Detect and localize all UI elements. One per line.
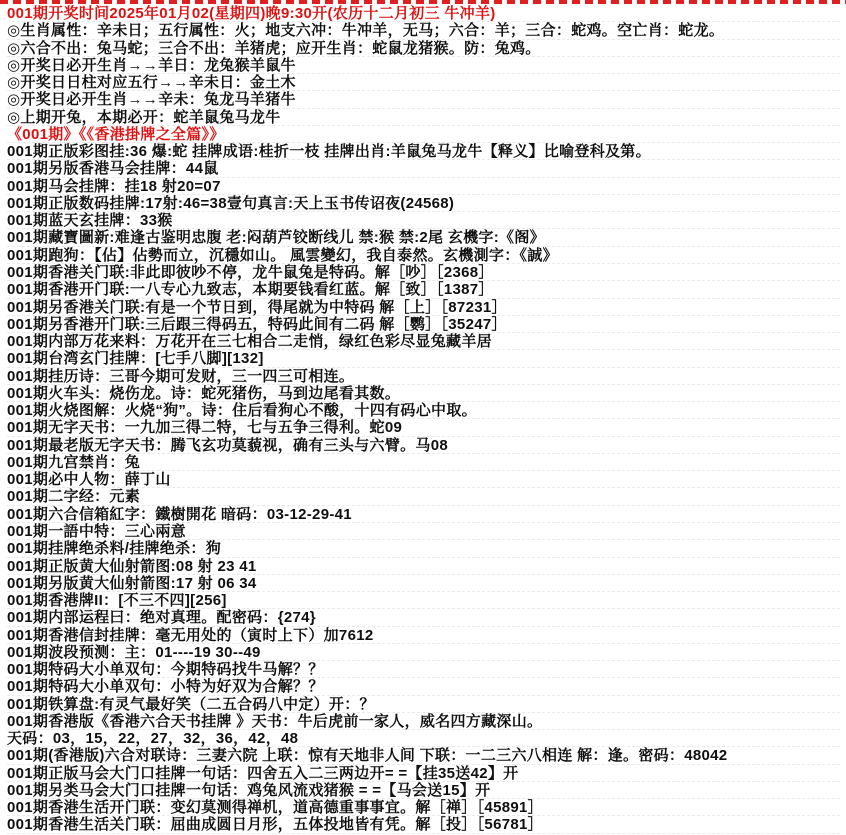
text-line: 001期六合信箱紅字：鐵樹開花 暗码：03-12-29-41 — [7, 506, 840, 523]
text-line: 001期正版黄大仙射箭图:08 射 23 41 — [7, 558, 840, 575]
text-line: 001期台湾玄门挂牌：[七手八脚][132] — [7, 350, 840, 367]
text-line: ◎开奖日必开生肖→→羊日：龙兔猴羊鼠牛 — [7, 57, 840, 74]
text-line: 001期特码大小单双句：小特为好双为合解？？ — [7, 678, 840, 695]
text-line: 001期香港版《香港六合天书挂牌 》天书：牛后虎前一家人，威名四方藏深山。 — [7, 713, 840, 730]
text-line: 001期火烧图解：火烧“狗”。诗：住后看狗心不酸，十四有码心中取。 — [7, 402, 840, 419]
text-line: ◎六合不出：兔马蛇；三合不出：羊猪虎；应开生肖：蛇鼠龙猪猴。防：兔鸡。 — [7, 40, 840, 57]
text-line: 001期藏寶圖新:难逢古鉴明忠腹 老:闷葫芦铰断线儿 禁:猴 禁:2尾 玄機字:《阁》 — [7, 229, 840, 246]
text-line: 001期内部万花来料：万花开在三七相合二走悄，绿红色彩尽显兔藏羊居 — [7, 333, 840, 350]
text-line: 001期无字天书：一九加三得二特，七与五争三得利。蛇09 — [7, 419, 840, 436]
text-line: 001期一語中特：三心兩意 — [7, 523, 840, 540]
text-line: 001期另版香港马会挂牌：44鼠 — [7, 160, 840, 177]
text-line: 001期香港开门联:一八专心九致志，本期要钱看红蓝。解［致］［1387］ — [7, 281, 840, 298]
text-line: 001期香港牌II：[不三不四][256] — [7, 592, 840, 609]
text-line: 001期二字经：元素 — [7, 488, 840, 505]
text-line: 001期(香港版)六合对联诗：三妻六院 上联：惊有天地非人间 下联：一二三六八相连 解：逢。密码：48042 — [7, 747, 840, 764]
text-line: 001期另类马会大门口挂牌一句话：鸡兔风流戏猪猴 = =【马会送15】开 — [7, 782, 840, 799]
text-line: 001期另版黄大仙射箭图:17 射 06 34 — [7, 575, 840, 592]
text-line: 001期香港生活开门联：变幻莫测得禅机，道高德重事事宜。解［禅］［45891］ — [7, 799, 840, 816]
text-line: ◎上期开兔，本期必开：蛇羊鼠兔马龙牛 — [7, 109, 840, 126]
text-line: 001期香港关门联:非此即彼吵不停，龙牛鼠兔是特码。解［吵］［2368］ — [7, 264, 840, 281]
text-line: 001期跑狗：【佔】佔勢而立，沉穩如山。 風雲變幻，我自泰然。玄機測字：《誠》 — [7, 247, 840, 264]
text-line: ◎开奖日日柱对应五行→→辛未日：金土木 — [7, 74, 840, 91]
text-line: 001期挂历诗：三哥今期可发财，三一四三可相连。 — [7, 368, 840, 385]
text-line: 001期香港信封挂牌：毫无用处的（寅时上下）加7612 — [7, 627, 840, 644]
text-line: 001期最老版无字天书：腾飞玄功莫藐视，确有三头与六臂。马08 — [7, 437, 840, 454]
lottery-tips-document — [0, 4, 846, 834]
text-line: 001期另香港关门联:有是一个节日到，得尾就为中特码 解［上］［87231］ — [7, 299, 840, 316]
text-line: 001期波段预测：主：01----19 30--49 — [7, 644, 840, 661]
text-line: 001期火车头：烧伤龙。诗：蛇死猪伤，马到边尾看其数。 — [7, 385, 840, 402]
text-line: 001期蓝天玄挂牌：33猴 — [7, 212, 840, 229]
text-line: 001期内部运程曰：绝对真理。配密码：{274} — [7, 609, 840, 626]
text-line: 001期铁算盘:有灵气最好笑（二五合码八中定）开：？ — [7, 696, 840, 713]
text-line: 001期马会挂牌：挂18 射20=07 — [7, 178, 840, 195]
draw-time-header: 001期开奖时间2025年01月02(星期四)晚9:30开(农历十二月初三 牛冲羊) — [7, 5, 840, 22]
text-line: 天码：03，15，22，27，32，36，42，48 — [7, 730, 840, 747]
text-line: 001期香港生活关门联：屈曲成圆日月形，五体投地皆有凭。解［投］［56781］ — [7, 816, 840, 833]
text-line: 001期另香港开门联:三后跟三得码五，特码此间有二码 解［鹦］［35247］ — [7, 316, 840, 333]
text-line: ◎生肖属性：辛未日；五行属性：火；地支六冲：牛冲羊，无马；六合：羊；三合：蛇鸡。空亡肖：蛇龙。 — [7, 22, 840, 39]
text-line: 001期正版数码挂牌:17射:46=38壹句真言:天上玉书传诏夜(24568) — [7, 195, 840, 212]
text-line: 001期必中人物：薛丁山 — [7, 471, 840, 488]
section-title: 《001期》《《香港掛牌之全篇》》 — [7, 126, 840, 143]
text-line: 001期挂牌绝杀料/挂牌绝杀：狗 — [7, 540, 840, 557]
text-line: ◎开奖日必开生肖→→辛未：兔龙马羊猪牛 — [7, 91, 840, 108]
text-line: 001期正版彩图挂:36 爆:蛇 挂牌成语:桂折一枝 挂牌出肖:羊鼠兔马龙牛【释义】比喻登科及第。 — [7, 143, 840, 160]
text-line: 001期特码大小单双句：今期特码找牛马解？？ — [7, 661, 840, 678]
text-line: 001期正版马会大门口挂牌一句话：四舍五入二三两边开= =【挂35送42】开 — [7, 765, 840, 782]
text-line: 001期九宫禁肖：兔 — [7, 454, 840, 471]
